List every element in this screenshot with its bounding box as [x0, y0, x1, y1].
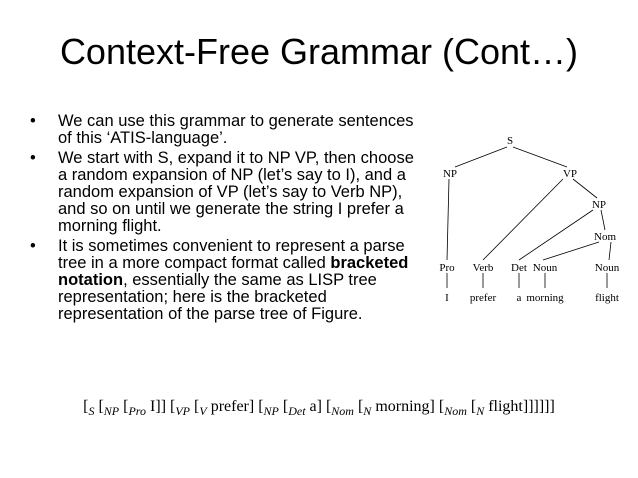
tree-leaf: morning: [526, 292, 564, 304]
bracket-label: Pro: [128, 404, 147, 419]
tree-node-nom: Nom: [594, 231, 616, 243]
bracket-word: prefer]: [210, 398, 255, 415]
tree-node-s: S: [506, 135, 514, 147]
bullet-text: We can use this grammar to generate sentences of this ‘ATIS-language’.: [58, 112, 414, 147]
tree-node-noun: Noun: [532, 262, 558, 274]
tree-node-np: NP: [442, 168, 458, 180]
tree-node-np: NP: [591, 199, 607, 211]
tree-leaf: a: [516, 292, 522, 304]
bullet-item: [30, 150, 420, 235]
tree-leaf: prefer: [469, 292, 497, 304]
parse-tree-diagram: [425, 130, 630, 310]
bracket: [: [123, 398, 129, 415]
bracket: [: [357, 398, 364, 415]
bracket-label: S: [88, 404, 95, 419]
bracket-label: NP: [263, 404, 279, 419]
bracket: [: [258, 398, 264, 415]
tree-node-noun: Noun: [594, 262, 620, 274]
bracketed-notation: [0, 398, 638, 419]
bracket-word: morning]: [375, 398, 435, 415]
bracket-word: a]: [309, 398, 322, 415]
bracket: [: [470, 398, 477, 415]
bracket-label: V: [199, 404, 207, 419]
bullet-text: It is sometimes convenient to represent a parse tree in a more compact format called: [58, 237, 405, 272]
bracket-label: N: [363, 404, 372, 419]
bullet-item: [30, 113, 420, 147]
bracket-word: flight]]]]]]: [488, 398, 555, 415]
bullet-text: , essentially the same as LISP tree representation; here is the bracketed representation of the parse tree of Figure.: [58, 271, 377, 323]
bullet-item: [30, 238, 420, 323]
bracket: [: [438, 398, 445, 415]
bracket: [: [282, 398, 289, 415]
tree-edges: [447, 147, 611, 288]
bracket-word: I]]: [150, 398, 167, 415]
bracket-label: NP: [103, 404, 120, 419]
bullet-list: [30, 113, 420, 326]
tree-node-vp: VP: [562, 168, 578, 180]
bracket-label: VP: [175, 404, 191, 419]
bullet-text: We start with S, expand it to NP VP, then choose a random expansion of NP (let’s say to I), and a random expansion of VP (let’s say to Verb NP), and so on until we generate the string I prefer a morning flight.: [58, 149, 414, 235]
tree-node-pro: Pro: [439, 262, 455, 274]
tree-node-det: Det: [511, 262, 527, 274]
bracket: [: [98, 398, 104, 415]
bracket: [: [325, 398, 332, 415]
bracket-label: N: [476, 404, 485, 419]
bracket-label: Det: [288, 404, 306, 419]
slide-title: Context-Free Grammar (Cont…): [59, 31, 579, 72]
bracket-label: Nom: [444, 404, 467, 419]
bracket-label: Nom: [331, 404, 354, 419]
bold-term: bracketed notation: [58, 254, 409, 289]
tree-leaf: I: [445, 292, 449, 304]
tree-leaf: flight: [595, 292, 619, 304]
tree-node-verb: Verb: [472, 262, 494, 274]
bracket: [: [83, 398, 89, 415]
bracket: [: [170, 398, 176, 415]
bracket: [: [194, 398, 200, 415]
